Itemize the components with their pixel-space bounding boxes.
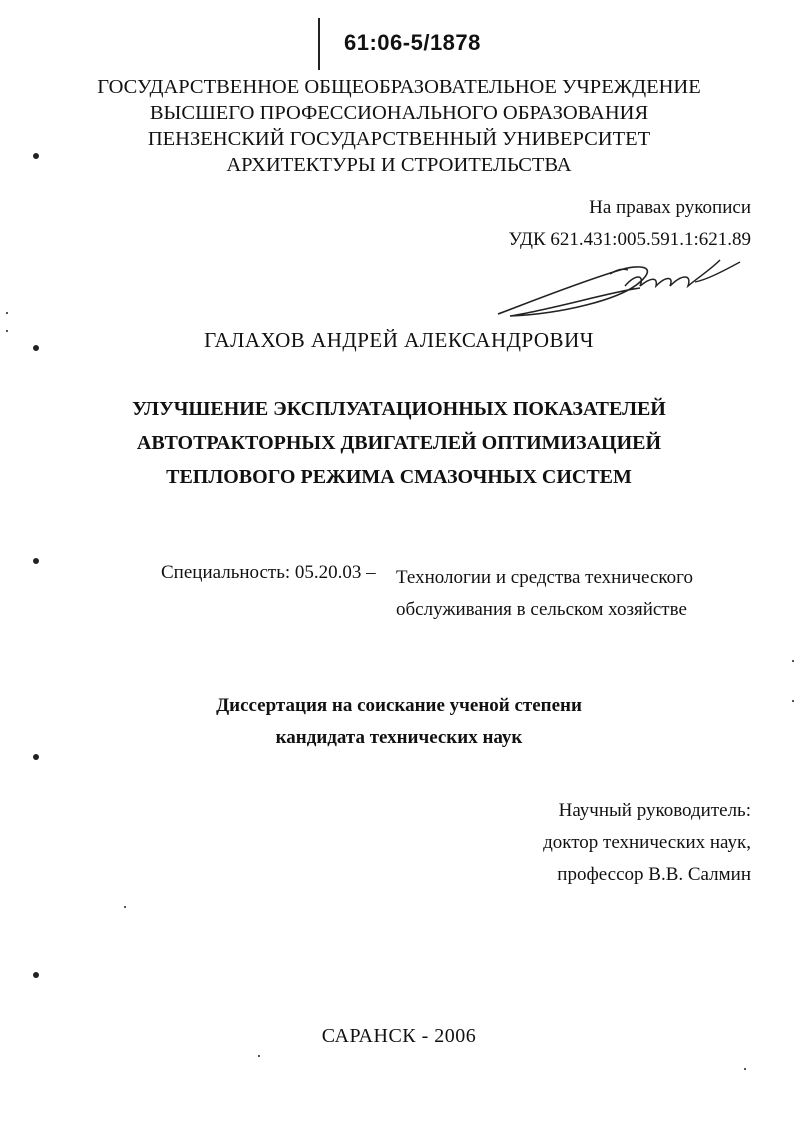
- binding-mark: [33, 754, 39, 760]
- supervisor-line: профессор В.В. Салмин: [557, 864, 751, 885]
- scan-speck: [258, 1055, 260, 1057]
- author-name: ГАЛАХОВ АНДРЕЙ АЛЕКСАНДРОВИЧ: [204, 328, 594, 352]
- scan-speck: [6, 312, 8, 314]
- dissertation-title: [0, 392, 798, 494]
- rights-label: На правах рукописи: [589, 197, 751, 218]
- degree-statement: [0, 690, 798, 754]
- margin-rule: [318, 18, 320, 70]
- institution-line: АРХИТЕКТУРЫ И СТРОИТЕЛЬСТВА: [226, 154, 572, 176]
- scan-speck: [6, 330, 8, 332]
- rights-block: [509, 192, 751, 256]
- scan-speck: [744, 1068, 746, 1070]
- scan-speck: [124, 906, 126, 908]
- binding-mark: [33, 972, 39, 978]
- specialty-description: [396, 562, 693, 626]
- specialty-line: обслуживания в сельском хозяйстве: [396, 599, 687, 620]
- specialty-label: Специальность: 05.20.03 –: [161, 562, 376, 583]
- supervisor-block: [543, 795, 751, 891]
- title-line: ТЕПЛОВОГО РЕЖИМА СМАЗОЧНЫХ СИСТЕМ: [166, 466, 632, 488]
- institution-line: ПЕНЗЕНСКИЙ ГОСУДАРСТВЕННЫЙ УНИВЕРСИТЕТ: [147, 128, 651, 150]
- title-line: АВТОТРАКТОРНЫХ ДВИГАТЕЛЕЙ ОПТИМИЗАЦИЕЙ: [136, 432, 662, 454]
- city-year: САРАНСК - 2006: [321, 1025, 477, 1047]
- binding-mark: [33, 153, 39, 159]
- udc-code: УДК 621.431:005.591.1:621.89: [508, 229, 751, 250]
- institution-header: [0, 74, 798, 178]
- archive-code: 61:06-5/1878: [344, 30, 481, 55]
- institution-line: ВЫСШЕГО ПРОФЕССИОНАЛЬНОГО ОБРАЗОВАНИЯ: [149, 102, 649, 124]
- degree-line: Диссертация на соискание ученой степени: [216, 695, 582, 716]
- scan-speck: [792, 660, 794, 662]
- binding-mark: [33, 558, 39, 564]
- degree-line: кандидата технических наук: [275, 727, 523, 748]
- binding-mark: [33, 345, 39, 351]
- supervisor-line: доктор технических наук,: [543, 832, 751, 853]
- scan-speck: [792, 700, 794, 702]
- supervisor-line: Научный руководитель:: [558, 800, 751, 821]
- specialty-line: Технологии и средства технического: [396, 567, 693, 588]
- signature-image: [490, 252, 750, 322]
- institution-line: ГОСУДАРСТВЕННОЕ ОБЩЕОБРАЗОВАТЕЛЬНОЕ УЧРЕЖДЕНИЕ: [97, 76, 701, 98]
- title-line: УЛУЧШЕНИЕ ЭКСПЛУАТАЦИОННЫХ ПОКАЗАТЕЛЕЙ: [132, 398, 666, 420]
